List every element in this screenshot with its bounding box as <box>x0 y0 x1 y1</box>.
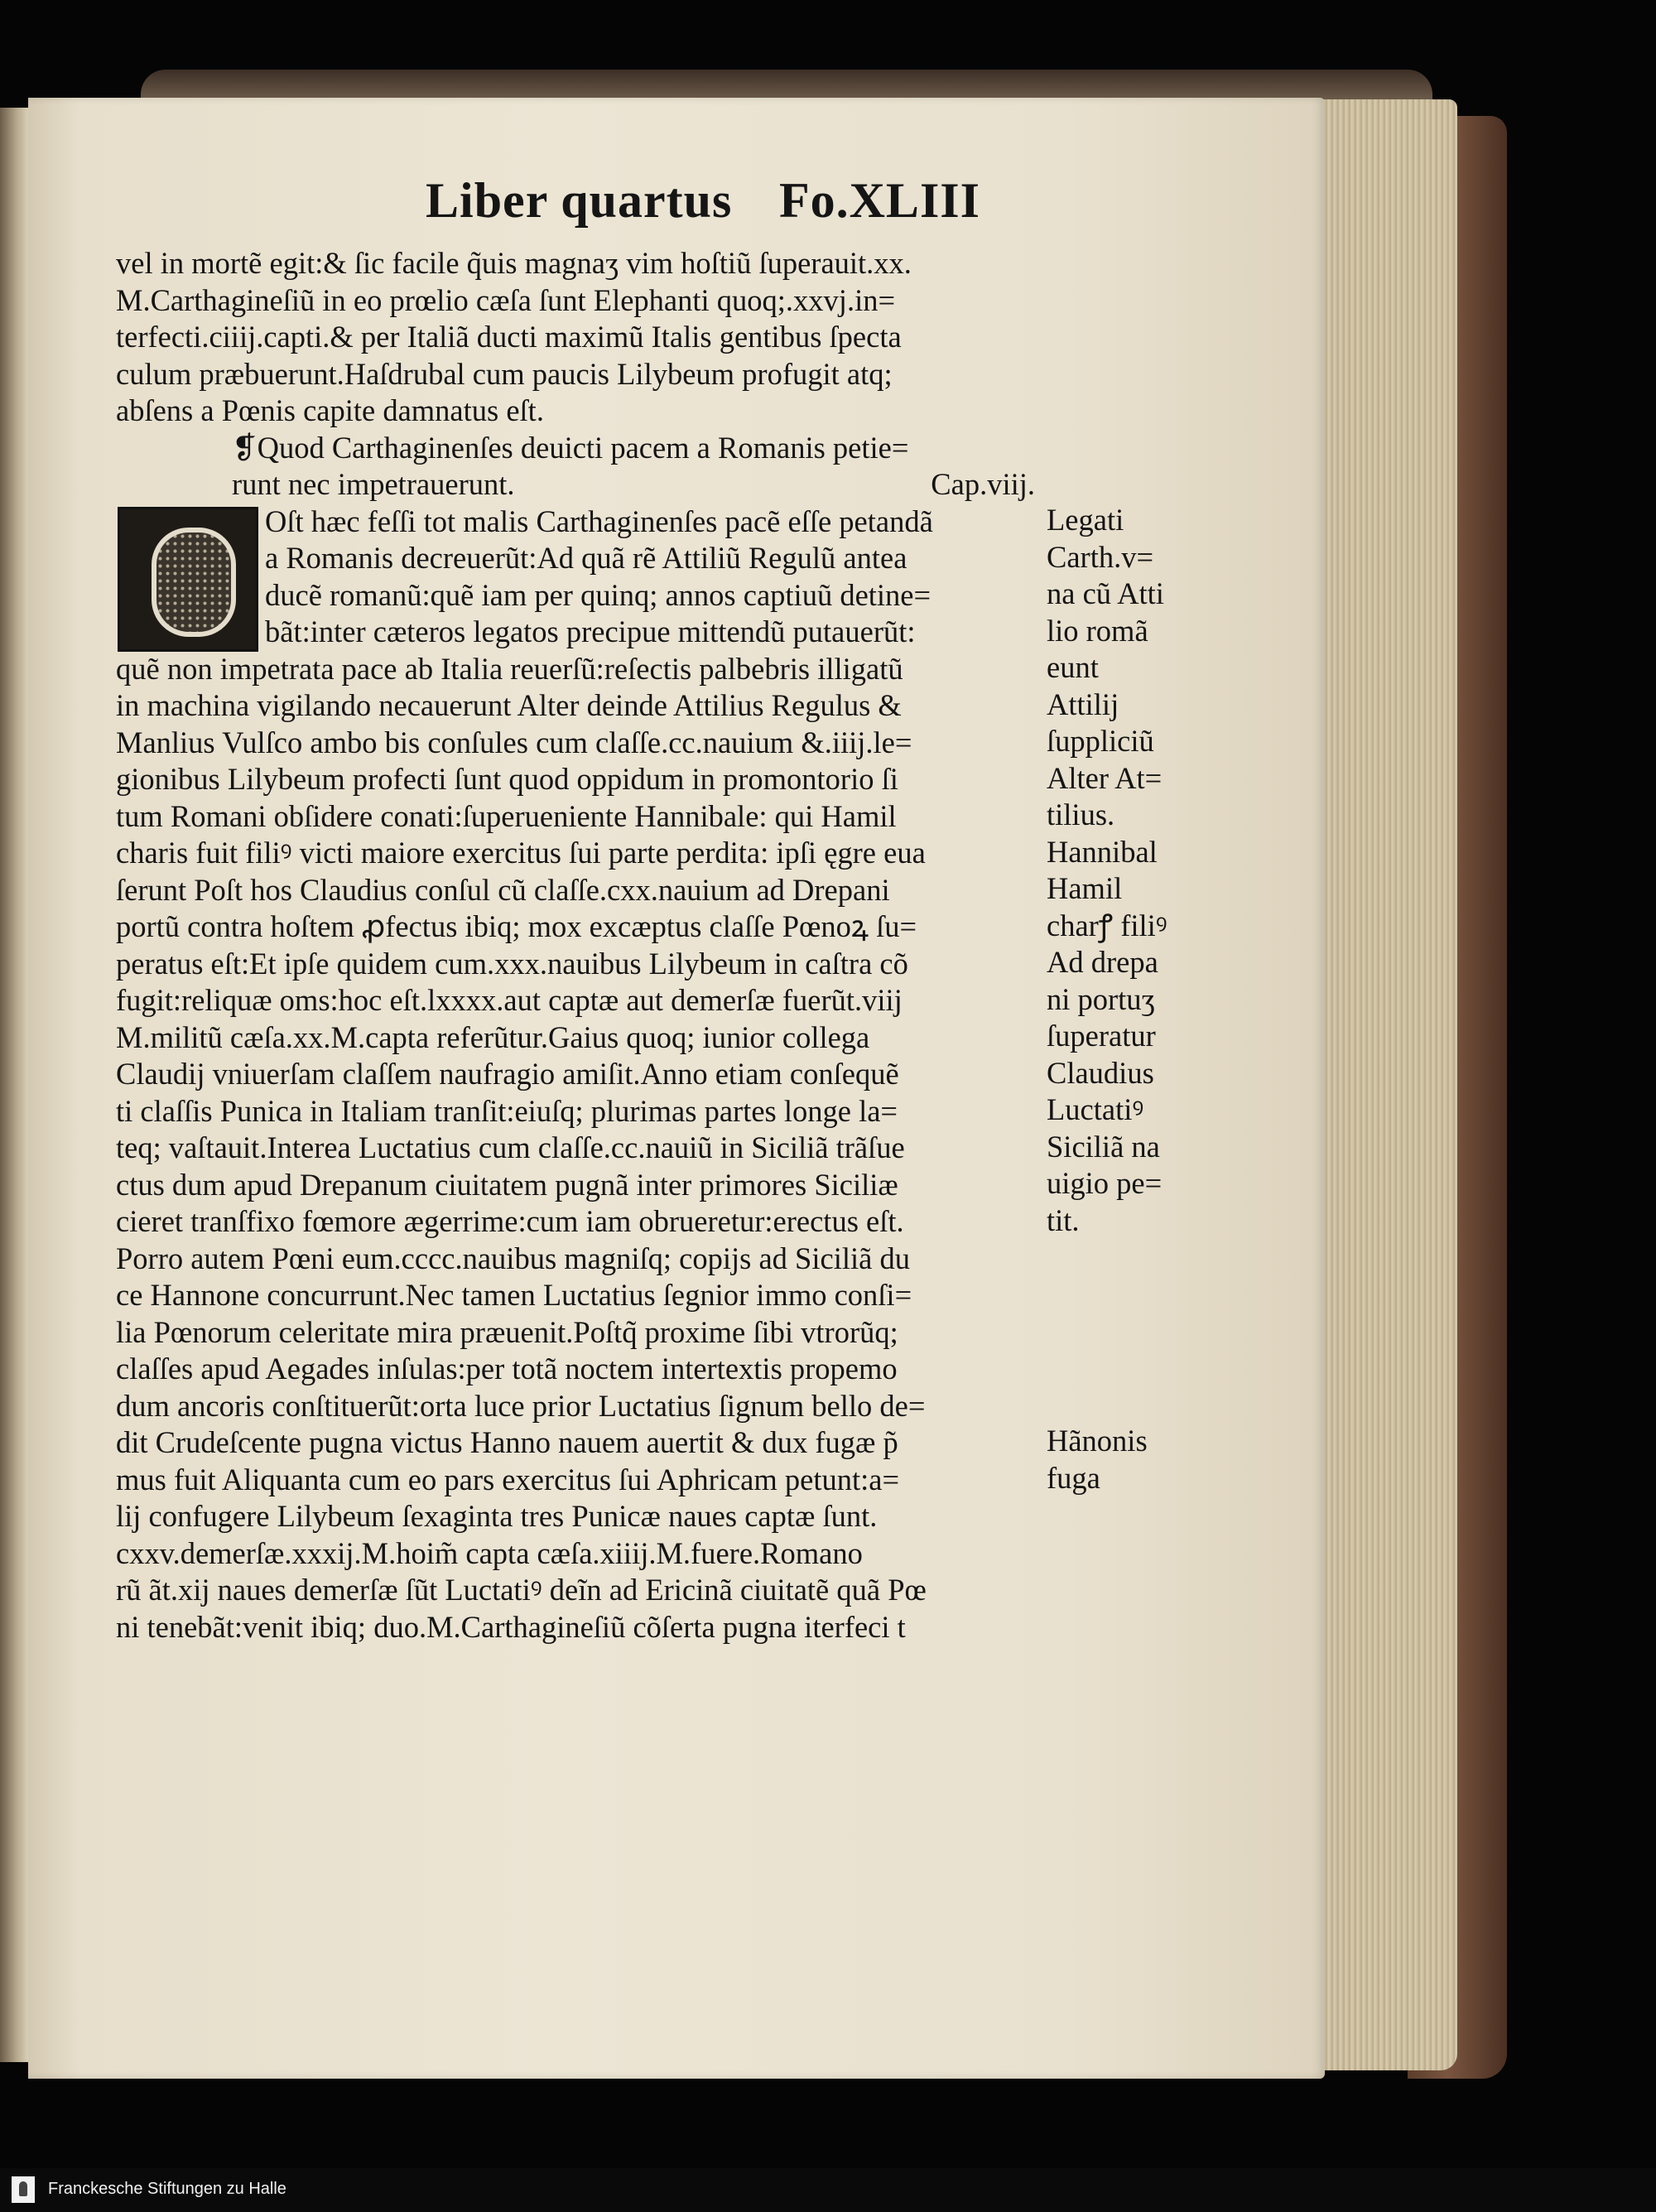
marginal-notes <box>1047 502 1212 1496</box>
margin-note-line: eunt <box>1047 650 1099 684</box>
running-header <box>426 166 980 240</box>
page-edges <box>1317 99 1457 2070</box>
text-line: ſerunt Poſt hos Claudius conſul cũ claſſe.cxx.nauium ad Drepani <box>116 872 890 907</box>
chapter-number: Cap.viij. <box>931 467 1035 501</box>
heading-line-text: runt nec impetrauerunt. <box>232 467 515 501</box>
text-line: charis fuit filiꝰ victi maiore exercitus ſui parte perdita: ipſi ęgre eua <box>116 836 926 870</box>
text-line: Manlius Vulſco ambo bis conſules cum claſſe.cc.nauium &.iiij.le= <box>116 725 912 759</box>
text-line: bãt:inter cæteros legatos precipue mittendũ putauerũt: <box>265 614 916 648</box>
book-left-edge <box>0 108 28 2062</box>
margin-note-line: Legati <box>1047 503 1124 537</box>
text-line: lia Pœnorum celeritate mira præuenit.Poſtq̃ proxime ſibi vtrorũq; <box>116 1314 898 1349</box>
text-line: fugit:reliquæ oms:hoc eſt.lxxxx.aut captæ aut demerſæ fuerũt.viij <box>116 983 903 1017</box>
chapter-opening <box>116 504 1035 651</box>
text-line: in machina vigilando necauerunt Alter deinde Attilius Regulus & <box>116 688 902 722</box>
text-line: peratus eſt:Et ipſe quidem cum.xxx.nauibus Lilybeum in caſtra cõ <box>116 946 908 981</box>
margin-note-line: Hamil <box>1047 871 1123 905</box>
margin-note-line: tit. <box>1047 1202 1080 1237</box>
text-line: rũ ãt.xij naues demerſæ ſũt Luctatiꝰ deĩn ad Ericinã ciuitatẽ quã Pœ <box>116 1573 927 1607</box>
intro-paragraph <box>116 245 1035 430</box>
institution-logo-icon <box>12 2176 35 2203</box>
text-line: quẽ non impetrata pace ab Italia reuerſũ:reſectis palbebris illigatũ <box>116 651 903 686</box>
footer-label: Franckesche Stiftungen zu Halle <box>48 2180 286 2198</box>
margin-note-line: uigio pe= <box>1047 1166 1163 1200</box>
text-line: M.militũ cæſa.xx.M.capta referũtur.Gaius quoq; iunior collega <box>116 1019 870 1054</box>
text-line: gionibus Lilybeum profecti ſunt quod oppidum in promontorio ſi <box>116 762 898 796</box>
text-line: Porro autem Pœni eum.cccc.nauibus magniſq; copijs ad Siciliã du <box>116 1241 910 1275</box>
text-line: mus fuit Aliquanta cum eo pars exercitus ſui Aphricam petunt:a= <box>116 1462 900 1496</box>
running-title: Liber quartus <box>426 173 733 228</box>
main-text-block <box>116 245 1035 1646</box>
text-line: Claudij vniuerſam claſſem naufragio amiſit.Anno etiam conſequẽ <box>116 1057 899 1091</box>
text-line: Oſt hæc feſſi tot malis Carthaginenſes pacẽ eſſe petandã <box>265 504 933 538</box>
margin-note-line: fuga <box>1047 1460 1100 1495</box>
margin-note-line: Siciliã na <box>1047 1129 1160 1164</box>
margin-note-line: charꝭ filiꝰ <box>1047 908 1167 942</box>
text-line: vel in mortẽ egit:& ſic facile q̃uis magnaʒ vim hoſtiũ ſuperauit.xx. <box>116 246 912 280</box>
text-line: ce Hannone concurrunt.Nec tamen Luctatius ſegnior immo conſi= <box>116 1278 912 1312</box>
text-line: cieret tranſfixo fœmore ægerrime:cum iam obrueretur:erectus eſt. <box>116 1204 904 1238</box>
decorated-initial <box>118 507 258 652</box>
folio-number: Fo.XLIII <box>778 173 980 228</box>
chapter-heading <box>116 430 1035 504</box>
margin-note-line: na cũ Atti <box>1047 576 1164 610</box>
text-line: ni tenebãt:venit ibiq; duo.M.Carthagineſiũ cõſerta pugna iterfeci t <box>116 1609 906 1644</box>
text-line: M.Carthagineſiũ in eo prœlio cæſa ſunt Elephanti quoq;.xxvj.in= <box>116 282 896 317</box>
margin-note-line: Hannibal <box>1047 834 1158 869</box>
text-line: lij confugere Lilybeum ſexaginta tres Punicæ naues captæ ſunt. <box>116 1499 878 1533</box>
margin-note-line: Alter At= <box>1047 760 1163 795</box>
chapter-body <box>116 651 1035 1646</box>
margin-note-line: ſuperatur <box>1047 1019 1156 1053</box>
text-line: a Romanis decreuerũt:Ad quã rẽ Attiliũ Regulũ antea <box>265 541 907 575</box>
text-line: ducẽ romanũ:quẽ iam per quinq; annos captiuũ detine= <box>265 577 932 612</box>
margin-note-line: ſuppliciũ <box>1047 724 1154 758</box>
margin-note-line: Luctatiꝰ <box>1047 1092 1144 1126</box>
heading-line <box>116 466 1035 504</box>
margin-note-line: lio romã <box>1047 613 1148 648</box>
text-line: teq; vaſtauit.Interea Luctatius cum claſſe.cc.nauiũ in Siciliã trãſue <box>116 1130 905 1164</box>
margin-note-line: Carth.v= <box>1047 539 1154 574</box>
footer-bar <box>0 2168 1656 2212</box>
text-line: terfecti.ciiij.capti.& per Italiã ducti maximũ Italis gentibus ſpecta <box>116 320 902 354</box>
text-line: portũ contra hoſtem ꝓfectus ibiq; mox excæptus claſſe Pœnoꝝ ſu= <box>116 909 917 943</box>
margin-spacer <box>1047 1239 1212 1423</box>
text-line: dum ancoris conſtituerũt:orta luce prior Luctatius ſignum bello de= <box>116 1388 926 1423</box>
margin-note-line: Ad drepa <box>1047 945 1158 979</box>
text-line: claſſes apud Aegades inſulas:per totã noctem intertextis propemo <box>116 1352 898 1386</box>
text-line: cxxv.demerſæ.xxxij.M.hoim̃ capta cæſa.xiiij.M.fuere.Romano <box>116 1535 863 1570</box>
initial-letter-ornament <box>152 528 236 637</box>
margin-note-line: Hãnonis <box>1047 1424 1148 1458</box>
margin-note-line: Claudius <box>1047 1055 1154 1090</box>
heading-line: ❡Quod Carthaginenſes deuicti pacem a Romanis petie= <box>232 430 909 465</box>
text-line: ti claſſis Punica in Italiam tranſit:eiuſq; plurimas partes longe la= <box>116 1093 898 1128</box>
margin-note-line: Attilij <box>1047 687 1119 721</box>
text-line: tum Romani obſidere conati:ſuperueniente Hannibale: qui Hamil <box>116 798 897 833</box>
margin-note-line: tilius. <box>1047 798 1115 831</box>
margin-note-line: ni portuʒ <box>1047 981 1155 1016</box>
text-line: abſens a Pœnis capite damnatus eſt. <box>116 393 544 427</box>
text-line: culum præbuerunt.Haſdrubal cum paucis Lilybeum profugit atq; <box>116 356 893 391</box>
text-line: dit Crudeſcente pugna victus Hanno nauem auertit & dux fugæ p̃ <box>116 1425 898 1459</box>
text-line: ctus dum apud Drepanum ciuitatem pugnã inter primores Siciliæ <box>116 1167 898 1202</box>
